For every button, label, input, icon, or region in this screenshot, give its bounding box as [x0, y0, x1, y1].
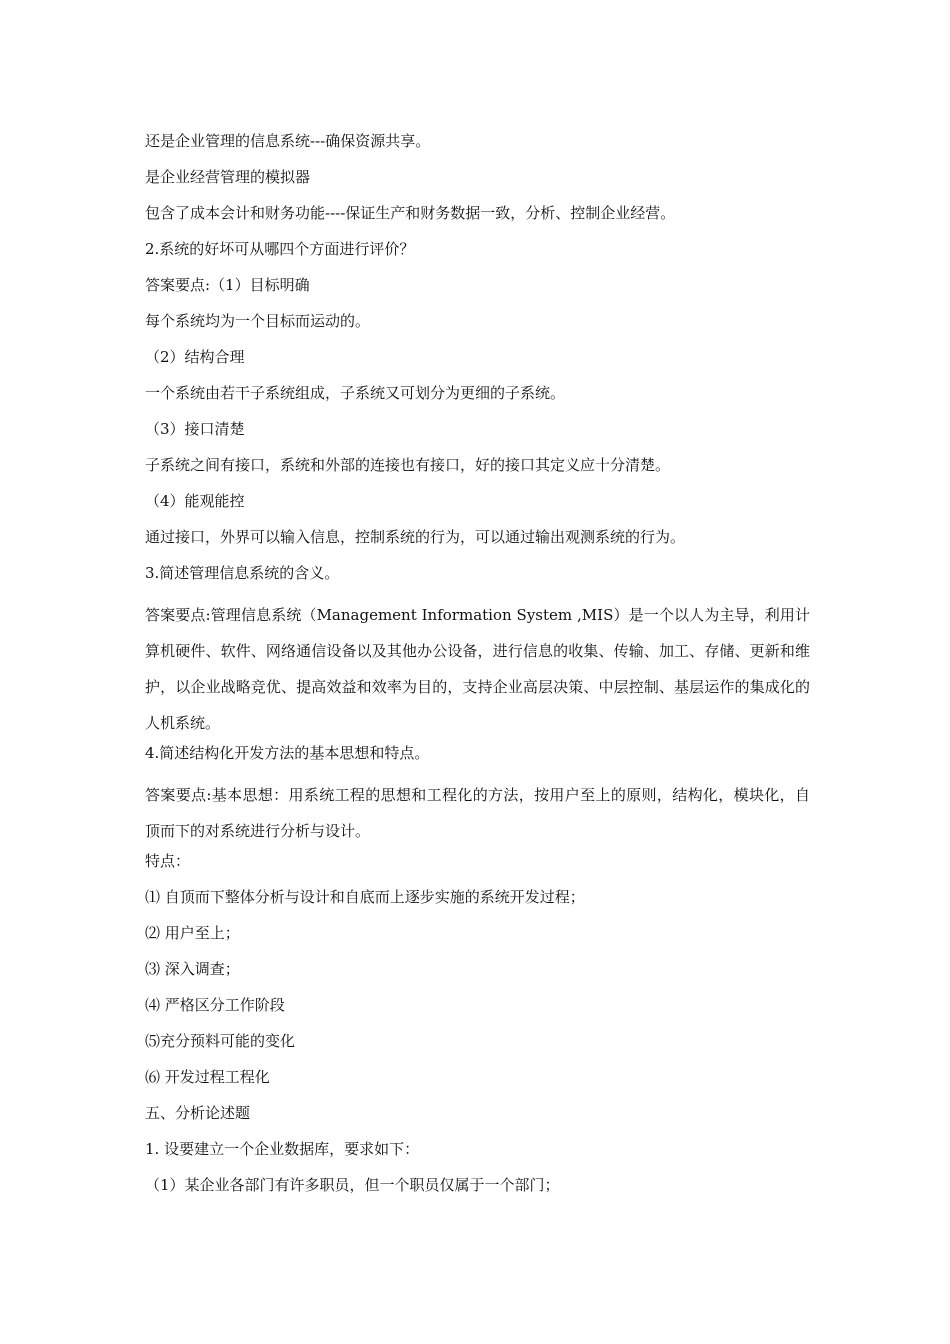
text-line: 还是企业管理的信息系统---确保资源共享。 [145, 132, 431, 150]
answer-2-point-2: （2）结构合理 [145, 348, 245, 366]
text-line: 是企业经营管理的模拟器 [145, 168, 311, 186]
answer-2-point-1: 答案要点:（1）目标明确 [145, 276, 310, 294]
text-line: 每个系统均为一个目标而运动的。 [145, 312, 371, 330]
question-5-1-item-1: （1）某企业各部门有许多职员，但一个职员仅属于一个部门； [145, 1176, 560, 1194]
section-heading: 五、分析论述题 [145, 1104, 251, 1122]
answer-2-point-4: （4）能观能控 [145, 492, 245, 510]
feature-item: ⑴ 自顶而下整体分析与设计和自底而上逐步实施的系统开发过程； [145, 888, 585, 906]
text-line: 包含了成本会计和财务功能----保证生产和财务数据一致，分析、控制企业经营。 [145, 204, 676, 222]
answer-3-paragraph: 答案要点:管理信息系统（Management Information System ,MIS）是一个以人为主导，利用计算机硬件、软件、网络通信设备以及其他办公设备，进行信息的收集、传输、加工、存储、更新和维护，以企业战略竞优、提高效益和效率为目的，支持企业高层决策、中层控制、基层运作的集成化的人机系统。 [145, 606, 810, 732]
question-3: 3.简述管理信息系统的含义。 [145, 564, 340, 582]
features-label: 特点： [145, 852, 191, 870]
text-line: 子系统之间有接口，系统和外部的连接也有接口，好的接口其定义应十分清楚。 [145, 456, 671, 474]
feature-item: ⑶ 深入调查； [145, 960, 240, 978]
feature-item: ⑵ 用户至上； [145, 924, 240, 942]
feature-item: ⑸充分预料可能的变化 [145, 1032, 296, 1050]
answer-4-paragraph: 答案要点:基本思想：用系统工程的思想和工程化的方法，按用户至上的原则，结构化，模块化，自顶而下的对系统进行分析与设计。 [145, 786, 810, 840]
question-4: 4.简述结构化开发方法的基本思想和特点。 [145, 744, 430, 762]
question-5-1: 1. 设要建立一个企业数据库，要求如下： [145, 1140, 420, 1158]
answer-2-point-3: （3）接口清楚 [145, 420, 245, 438]
feature-item: ⑹ 开发过程工程化 [145, 1068, 270, 1086]
text-line: 通过接口，外界可以输入信息，控制系统的行为，可以通过输出观测系统的行为。 [145, 528, 686, 546]
question-2: 2.系统的好坏可从哪四个方面进行评价？ [145, 240, 415, 258]
document-body [145, 129, 810, 1209]
feature-item: ⑷ 严格区分工作阶段 [145, 996, 285, 1014]
text-line: 一个系统由若干子系统组成，子系统又可划分为更细的子系统。 [145, 384, 566, 402]
